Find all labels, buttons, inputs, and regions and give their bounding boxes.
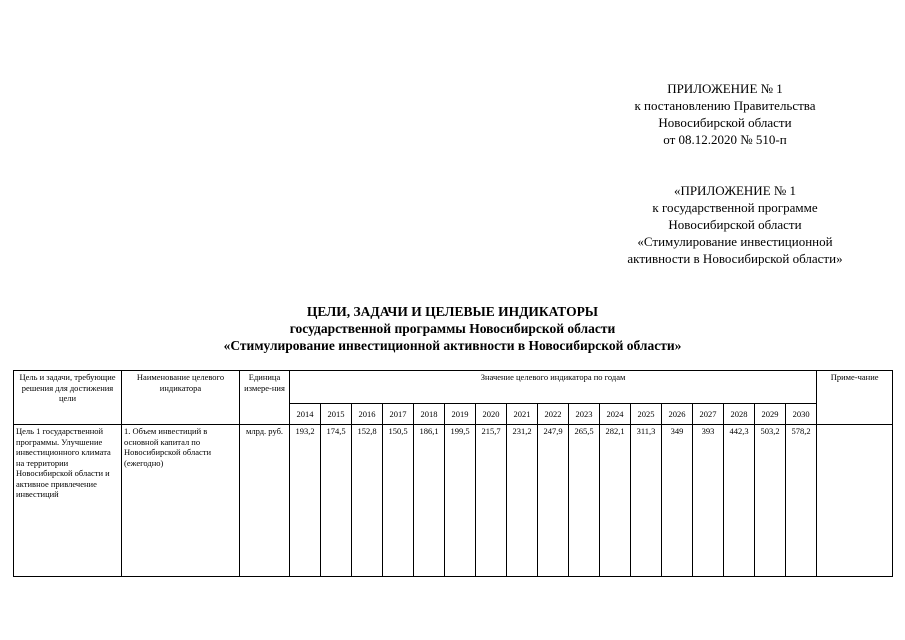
year-header: 2030	[786, 404, 817, 425]
annex-line: «Стимулирование инвестиционной	[637, 234, 833, 249]
cell-value: 174,5	[321, 425, 352, 577]
year-header: 2014	[290, 404, 321, 425]
year-header: 2020	[476, 404, 507, 425]
year-header: 2027	[693, 404, 724, 425]
cell-goal: Цель 1 государственной программы. Улучшение инвестиционного климата на территории Новосибирской области и активное привлечение инвестиций	[14, 425, 122, 577]
year-header: 2023	[569, 404, 600, 425]
header-values: Значение целевого индикатора по годам	[290, 371, 817, 404]
cell-value: 247,9	[538, 425, 569, 577]
header-goal: Цель и задачи, требующие решения для достижения цели	[14, 371, 122, 425]
header-indicator: Наименование целевого индикатора	[122, 371, 240, 425]
year-header: 2015	[321, 404, 352, 425]
table-header-row	[14, 371, 893, 404]
year-header: 2026	[662, 404, 693, 425]
annex-line: к государственной программе	[652, 200, 818, 215]
year-header: 2017	[383, 404, 414, 425]
title-line-3: «Стимулирование инвестиционной активности в Новосибирской области»	[223, 338, 682, 353]
year-header: 2029	[755, 404, 786, 425]
table-row	[14, 425, 893, 577]
cell-value: 311,3	[631, 425, 662, 577]
year-header: 2019	[445, 404, 476, 425]
year-header: 2021	[507, 404, 538, 425]
cell-value: 442,3	[724, 425, 755, 577]
indicators-table	[13, 370, 893, 577]
annex-line: Новосибирской области	[668, 217, 802, 232]
cell-value: 578,2	[786, 425, 817, 577]
cell-value: 215,7	[476, 425, 507, 577]
cell-indicator: 1. Объем инвестиций в основной капитал по Новосибирской области (ежегодно)	[122, 425, 240, 577]
cell-value: 282,1	[600, 425, 631, 577]
cell-value: 186,1	[414, 425, 445, 577]
cell-unit: млрд. руб.	[240, 425, 290, 577]
cell-value: 503,2	[755, 425, 786, 577]
document-title	[0, 303, 905, 354]
header-note: Приме-чание	[817, 371, 893, 425]
annex-line: к постановлению Правительства	[634, 98, 816, 113]
annex-line: активности в Новосибирской области»	[627, 251, 843, 266]
year-header: 2025	[631, 404, 662, 425]
annex-line: ПРИЛОЖЕНИЕ № 1	[667, 81, 783, 96]
annex-line: «ПРИЛОЖЕНИЕ № 1	[673, 183, 797, 198]
cell-value: 265,5	[569, 425, 600, 577]
cell-value: 349	[662, 425, 693, 577]
header-unit: Единица измере-ния	[240, 371, 290, 425]
year-header: 2028	[724, 404, 755, 425]
title-line-1: ЦЕЛИ, ЗАДАЧИ И ЦЕЛЕВЫЕ ИНДИКАТОРЫ	[306, 304, 599, 319]
cell-value: 393	[693, 425, 724, 577]
cell-value: 150,5	[383, 425, 414, 577]
annex-line: от 08.12.2020 № 510-п	[663, 132, 787, 147]
cell-value: 193,2	[290, 425, 321, 577]
cell-note	[817, 425, 893, 577]
cell-value: 152,8	[352, 425, 383, 577]
cell-value: 199,5	[445, 425, 476, 577]
annex-header-decree	[560, 80, 890, 148]
year-header: 2018	[414, 404, 445, 425]
year-header: 2016	[352, 404, 383, 425]
title-line-2: государственной программы Новосибирской области	[289, 321, 616, 336]
cell-value: 231,2	[507, 425, 538, 577]
annex-header-program	[545, 182, 905, 267]
year-header: 2022	[538, 404, 569, 425]
year-header: 2024	[600, 404, 631, 425]
annex-line: Новосибирской области	[658, 115, 792, 130]
